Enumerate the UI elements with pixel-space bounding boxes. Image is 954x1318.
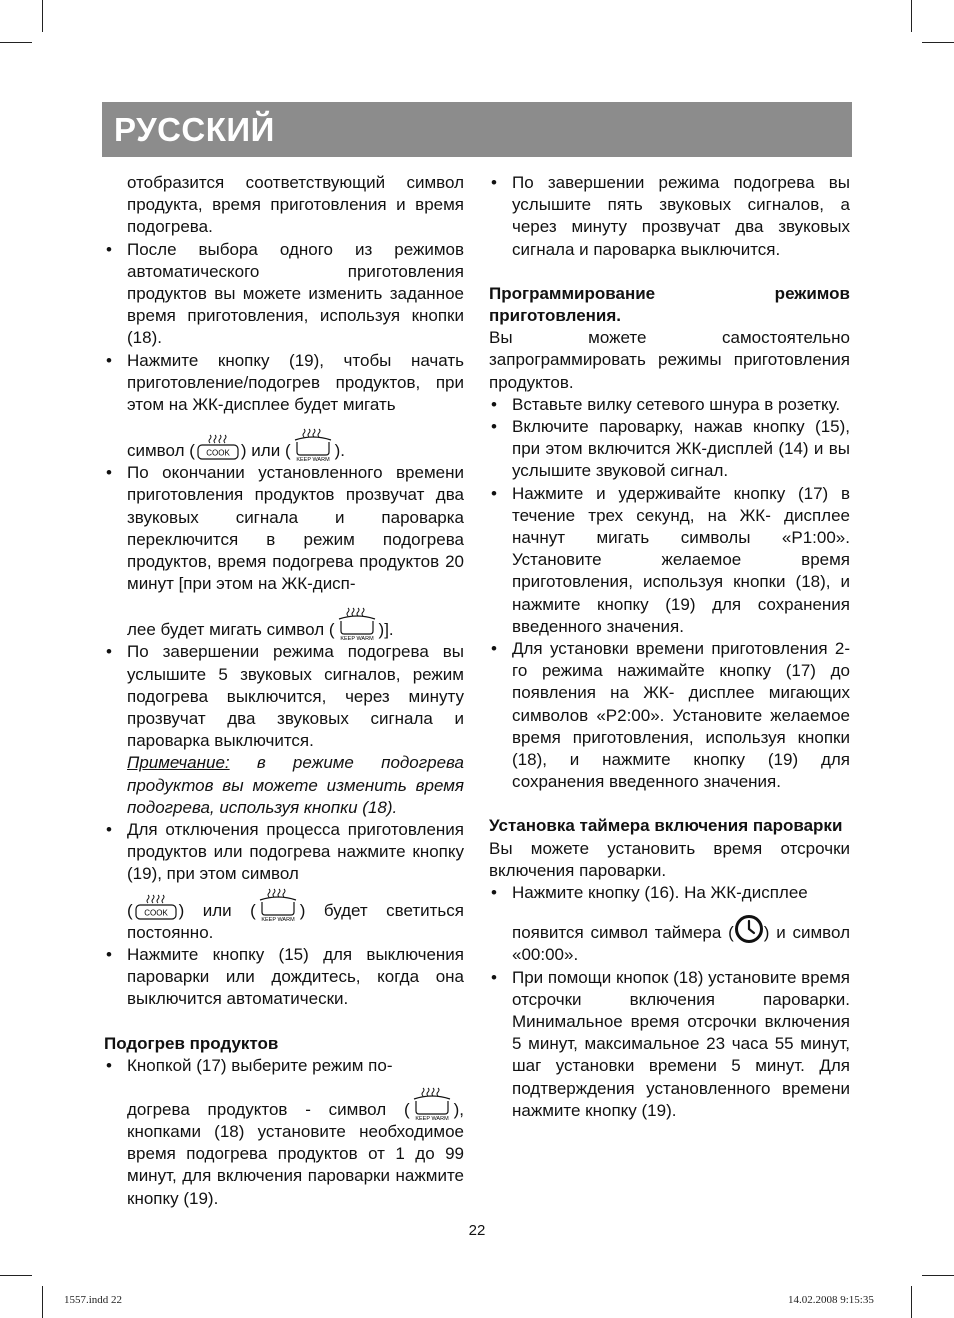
bullet: • xyxy=(106,944,112,964)
keep-warm-icon-label: KEEP WARM xyxy=(339,636,374,642)
list-item xyxy=(489,394,850,416)
crop-mark xyxy=(911,0,912,32)
keep-warm-icon-label: KEEP WARM xyxy=(295,457,330,463)
list-item xyxy=(104,944,464,1011)
list-item-text: По окончании установленного времени приготовления продуктов прозвучат два звуковых сигнала и пароварка переключится в режим подогрева продуктов, время подогрева продуктов 20 минут [при этом на ЖК-дисп- xyxy=(127,463,464,594)
keep-warm-icon xyxy=(291,428,335,462)
list-item xyxy=(104,641,464,752)
list-item xyxy=(104,1055,464,1210)
icon-line: появится символ таймера ( ) и символ «00:00». xyxy=(512,914,850,966)
section-heading: Подогрев продуктов xyxy=(104,1033,279,1053)
footer-date: 14.02.2008 9:15:35 xyxy=(788,1294,874,1306)
list-item-text: Вставьте вилку сетевого шнура в розетку. xyxy=(512,394,841,414)
footer-file: 1557.indd 22 xyxy=(64,1294,123,1306)
note xyxy=(104,752,464,819)
left-column xyxy=(104,172,464,1210)
crop-mark xyxy=(0,42,32,43)
cook-icon-label: COOK xyxy=(143,908,168,918)
list-item-text: Нажмите кнопку (19), чтобы начать приготовление/подогрев продуктов, при этом на ЖК-дисплее будет мигать xyxy=(127,350,464,415)
list-item-text: Для установки времени приготовления 2-го режима нажимайте кнопку (17) до появления на ЖК- дисплее мигающих символов «P2:00». Установите желаемое время приготовления, используя кнопки (18), и нажмите кнопку (19) для сохранения введенного значения. xyxy=(512,639,850,792)
bullet: • xyxy=(491,173,497,192)
bullet: • xyxy=(106,350,112,370)
cook-icon-label: COOK xyxy=(206,448,230,458)
crop-mark xyxy=(42,0,43,32)
crop-mark xyxy=(0,1275,32,1276)
crop-mark xyxy=(42,1286,43,1318)
right-column xyxy=(489,172,850,1122)
list-item-text: После выбора одного из режимов автоматического приготовления продуктов вы можете изменить заданное время приготовления, используя кнопки (18). xyxy=(127,239,464,348)
list-item-text: Кнопкой (17) выберите режим по- xyxy=(127,1055,393,1075)
list-item-text: Нажмите кнопку (16). На ЖК-дисплее xyxy=(512,883,808,903)
bullet: • xyxy=(491,417,497,437)
list-item xyxy=(489,172,850,261)
bullet: • xyxy=(491,394,497,414)
crop-mark xyxy=(922,1275,954,1276)
bullet: • xyxy=(491,483,497,503)
keep-warm-icon-label: KEEP WARM xyxy=(414,1115,449,1121)
keep-warm-icon-label: KEEP WARM xyxy=(261,916,295,922)
note-text: в режиме подогрева продуктов вы можете изменить время подогрева, используя кнопки (18). xyxy=(127,753,464,817)
list-item xyxy=(104,239,464,350)
keep-warm-icon xyxy=(256,888,300,922)
note-label: Примечание: xyxy=(127,753,230,773)
crop-mark xyxy=(911,1286,912,1318)
list-item xyxy=(104,462,464,641)
list-item xyxy=(489,483,850,638)
crop-mark xyxy=(922,42,954,43)
bullet: • xyxy=(106,1055,112,1075)
bullet: • xyxy=(106,642,112,662)
icon-line: догрева продуктов - символ ( KEEP WARM ), кнопками (18) установите необходимое время подогрева продуктов от 1 до 99 минут, для включения пароварки нажмите кнопку (19). xyxy=(127,1087,464,1210)
paragraph: отобразится соответствующий символ продукта, время приготовления и время подогрева. xyxy=(127,173,464,237)
keep-warm-icon xyxy=(335,607,379,641)
list-item-text: Включите пароварку, нажав кнопку (15), при этом включится ЖК-дисплей (14) и вы услышите звуковой сигнал. xyxy=(512,417,850,481)
keep-warm-icon xyxy=(410,1087,454,1121)
bullet: • xyxy=(106,820,112,840)
list-item xyxy=(489,416,850,483)
timer-icon xyxy=(734,914,764,944)
list-item-text: Для отключения процесса приготовления продуктов или подогрева нажмите кнопку (19), при этом символ xyxy=(127,820,464,884)
paragraph: Вы можете установить время отсрочки включения пароварки. xyxy=(489,838,850,880)
bullet: • xyxy=(491,967,497,987)
list-item xyxy=(489,638,850,793)
cook-icon xyxy=(195,434,241,462)
list-item xyxy=(489,882,850,966)
bullet: • xyxy=(106,463,112,483)
list-item-text: Нажмите кнопку (15) для выключения пароварки или дождитесь, когда она выключится автоматически. xyxy=(127,944,464,1009)
list-item xyxy=(104,819,464,944)
icon-line: ( COOK ) или ( KEEP WARM ) будет светиться постоянно. xyxy=(127,888,464,944)
language-header xyxy=(102,102,852,157)
list-item-text: При помощи кнопок (18) установите время отсрочки включения пароварки. Минимальное время отсрочки включения 5 минут, максимальное 23 часа 55 минут, шаг установки времени 5 минут. Для подтверждения установленного времени нажмите кнопку (19). xyxy=(512,967,850,1120)
bullet: • xyxy=(106,239,112,259)
list-item xyxy=(104,350,464,463)
icon-line: лее будет мигать символ ( KEEP WARM )]. xyxy=(127,607,464,641)
paragraph: Вы можете самостоятельно запрограммировать режимы приготовления продуктов. xyxy=(489,328,850,392)
icon-line: символ ( COOK ) или ( KEEP WARM ). xyxy=(127,428,464,462)
bullet: • xyxy=(491,639,497,659)
list-item-text: Нажмите и удерживайте кнопку (17) в течение трех секунд, на ЖК- дисплее начнут мигать символы «P1:00». Установите желаемое время приготовления, используя кнопки (18), и нажмите кнопку (19) для сохранения введенного значения. xyxy=(512,483,850,636)
page-number: 22 xyxy=(468,1222,486,1239)
list-item-text: По завершении режима подогрева вы услышите пять звуковых сигналов, а через минуту прозвучат два звуковых сигнала и пароварка выключится. xyxy=(512,173,850,259)
bullet: • xyxy=(491,883,497,903)
cook-icon xyxy=(133,894,179,922)
list-item-text: По завершении режима подогрева вы услышите 5 звуковых сигналов, режим подогрева выключится, через минуту прозвучат два звуковых сигнала и пароварка выключится. xyxy=(127,642,464,751)
page-title: РУССКИЙ xyxy=(114,111,275,148)
section-heading: Программирование режимов приготовления. xyxy=(489,283,850,326)
section-heading: Установка таймера включения пароварки xyxy=(489,816,843,836)
list-item xyxy=(489,967,850,1122)
